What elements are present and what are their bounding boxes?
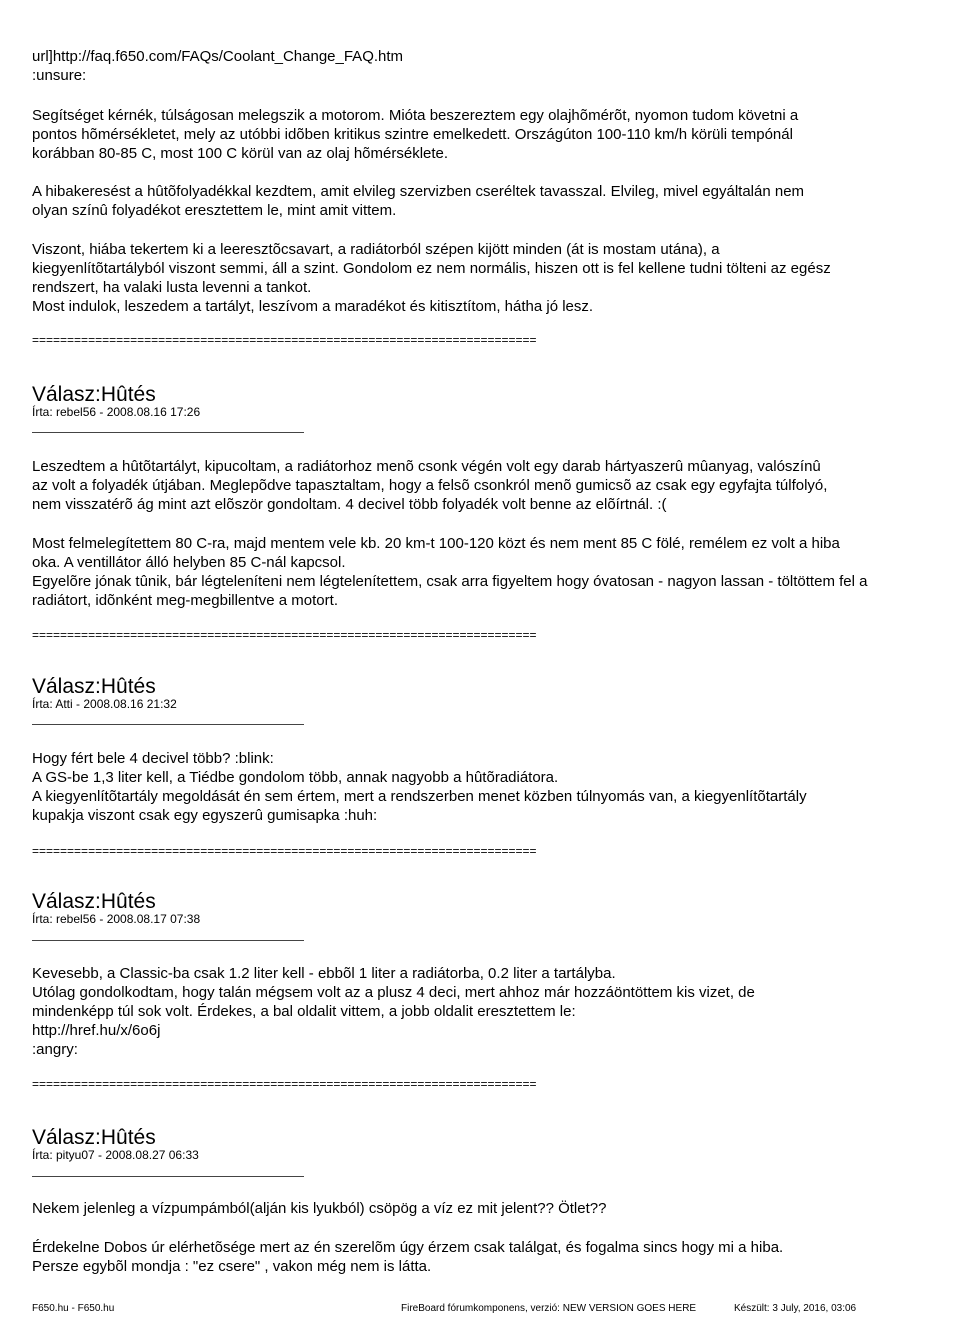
post-paragraph [32, 1238, 783, 1276]
text-line: Utólag gondolkodtam, hogy talán mégsem volt az a plusz 4 deci, mert ahhoz már hozzáöntöttem kis vizet, de [32, 984, 755, 1001]
post-title: Válasz:Hûtés [32, 1126, 156, 1149]
post-title: Válasz:Hûtés [32, 383, 156, 406]
text-line: pontos hõmérsékletet, mely az utóbbi idõben kritikus szintre emelkedett. Országúton 100-110 km/h körüli tempónál [32, 126, 793, 143]
post-divider [32, 432, 304, 433]
intro-link-line[interactable]: url]http://faq.f650.com/FAQs/Coolant_Change_FAQ.htm [32, 48, 404, 65]
post-divider [32, 1176, 304, 1177]
text-line: Segítséget kérnék, túlságosan melegszik a motorom. Mióta beszereztem egy olajhõmérõt, nyomon tudom követni a [32, 107, 799, 124]
text-line: kupakja viszont csak egy egyszerû gumisapka :huh: [32, 807, 378, 824]
text-line: mindenképp túl sok volt. Érdekes, a bal oldalit vittem, a jobb oldalit eresztettem le: [32, 1003, 576, 1020]
post-paragraph [32, 1199, 606, 1218]
intro-emote: :unsure: [32, 67, 87, 84]
text-line: nem visszatérõ ág mint azt elõször gondoltam. 4 decivel több folyadék volt benne az elõírtnál. :( [32, 496, 667, 513]
post-title: Válasz:Hûtés [32, 890, 156, 913]
text-line: radiátort, idõnként meg-megbillentve a motort. [32, 592, 338, 609]
text-line: olyan színû folyadékot eresztettem le, mint amit vittem. [32, 202, 397, 219]
separator-line: ======================================================================== [32, 1077, 537, 1091]
text-line: Viszont, hiába tekertem ki a leeresztõcsavart, a radiátorból szépen kijött minden (át is mostam utána), a [32, 241, 720, 258]
footer-site: F650.hu - F650.hu [32, 1303, 115, 1314]
text-line: rendszert, ha valaki lusta levenni a tankot. [32, 279, 312, 296]
text-line: Most indulok, leszedem a tartályt, leszívom a maradékot és kitisztítom, hátha jó lesz. [32, 298, 594, 315]
text-line: korábban 80-85 C, most 100 C körül van az olaj hõmérséklete. [32, 145, 449, 162]
text-line: Kevesebb, a Classic-ba csak 1.2 liter kell - ebbõl 1 liter a radiátorba, 0.2 liter a tartályba. [32, 965, 616, 982]
intro-paragraph-3 [32, 240, 831, 316]
text-line: Persze egybõl mondja : "ez csere" , vakon még nem is látta. [32, 1258, 432, 1275]
text-line: Leszedtem a hûtõtartályt, kipucoltam, a radiátorhoz menõ csonk végén volt egy darab hártyaszerû mûanyag, valószínû [32, 458, 821, 475]
text-line: Érdekelne Dobos úr elérhetõsége mert az én szerelõm úgy érzem csak találgat, és fogalma sincs hogy mi a hiba. [32, 1239, 784, 1256]
separator-line: ======================================================================== [32, 844, 537, 858]
link-text[interactable]: http://href.hu/x/6o6j [32, 1022, 161, 1039]
post-meta: Írta: pityu07 - 2008.08.27 06:33 [32, 1148, 199, 1162]
text-line: A kiegyenlítõtartály megoldását én sem értem, mert a rendszerben menet közben túlnyomás van, a kiegyenlítõtartály [32, 788, 807, 805]
footer-engine: FireBoard fórumkomponens, verzió: NEW VERSION GOES HERE [401, 1303, 697, 1314]
text-line: Nekem jelenleg a vízpumpámból(alján kis lyukból) csöpög a víz ez mit jelent?? Ötlet?? [32, 1200, 607, 1217]
text-line: kiegyenlítõtartályból viszont semmi, áll a szint. Gondolom ez nem normális, hiszen ott is fel kellene tudni tölteni az egész [32, 260, 831, 277]
text-line: :angry: [32, 1041, 78, 1058]
text-line: A hibakeresést a hûtõfolyadékkal kezdtem, amit elvileg szervizben cseréltek tavasszal. Elvileg, mivel egyáltalán nem [32, 183, 805, 200]
footer-generated: Készült: 3 July, 2016, 03:06 [734, 1303, 857, 1314]
post-divider [32, 940, 304, 941]
separator-line: ======================================================================== [32, 333, 537, 347]
text-line: az volt a folyadék útjában. Meglepõdve tapasztaltam, hogy a felsõ csonkról menõ gumicsõ az csak egy egyfajta túlfolyó, [32, 477, 828, 494]
post-meta: Írta: rebel56 - 2008.08.17 07:38 [32, 912, 201, 926]
separator-line: ======================================================================== [32, 628, 537, 642]
post-meta: Írta: rebel56 - 2008.08.16 17:26 [32, 405, 201, 419]
post-paragraph [32, 964, 755, 1059]
text-line: Egyelõre jónak tûnik, bár légteleníteni nem légtelenítettem, csak arra figyeltem hogy óvatosan - nagyon lassan - töltöttem fel a [32, 573, 868, 590]
intro-paragraph-1 [32, 106, 798, 163]
post-meta: Írta: Atti - 2008.08.16 21:32 [32, 697, 177, 711]
post-divider [32, 724, 304, 725]
post-paragraph [32, 457, 827, 514]
text-line: oka. A ventillátor álló helyben 85 C-nál kapcsol. [32, 554, 346, 571]
post-paragraph [32, 534, 867, 610]
text-line: Most felmelegítettem 80 C-ra, majd mentem vele kb. 20 km-t 100-120 közt és nem ment 85 C fölé, remélem ez volt a hiba [32, 535, 840, 552]
intro-paragraph-2 [32, 182, 804, 220]
text-line: Hogy fért bele 4 decivel több? :blink: [32, 750, 274, 767]
post-paragraph [32, 749, 807, 825]
post-title: Válasz:Hûtés [32, 675, 156, 698]
text-line: A GS-be 1,3 liter kell, a Tiédbe gondolom több, annak nagyobb a hûtõradiátora. [32, 769, 559, 786]
